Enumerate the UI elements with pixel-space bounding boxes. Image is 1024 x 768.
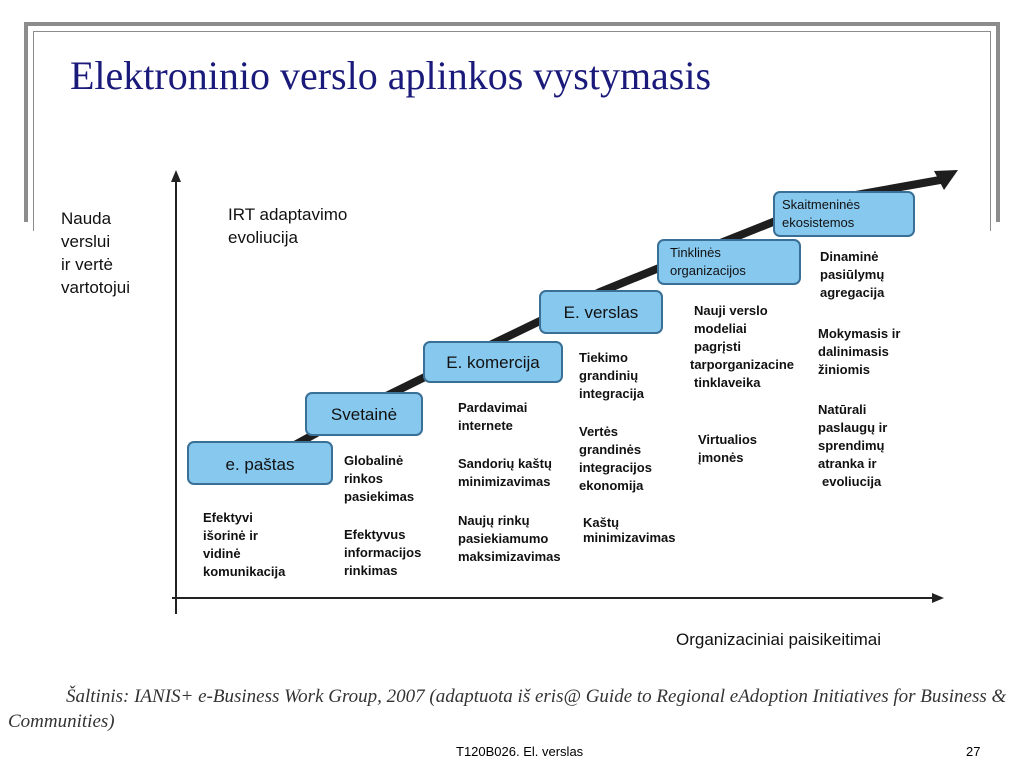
slide-title: Elektroninio verslo aplinkos vystymasis <box>70 53 712 98</box>
annotation-knowledge-sharing: Mokymasis ir dalinimasis žiniomis <box>818 326 901 377</box>
step-label: Tinklinės organizacijos <box>670 245 746 278</box>
step-label: Skaitmeninės ekosistemos <box>782 197 861 230</box>
annotation-natural-selection: Natūrali paslaugų ir sprendimų atranka ir evoliucija <box>818 402 888 489</box>
annotation-online-sales: Pardavimai internete <box>458 400 528 433</box>
step-ebusiness <box>540 291 662 333</box>
step-website <box>306 393 422 435</box>
y-axis-label <box>61 209 130 297</box>
annotation-cost-minimization: Kaštų minimizavimas <box>583 515 676 545</box>
footer-course-code: T120B026. El. verslas <box>456 744 584 759</box>
step-label: e. paštas <box>225 455 295 474</box>
annotation-global-reach: Globalinė rinkos pasiekimas <box>344 453 415 504</box>
annotation-transaction-costs: Sandorių kaštų minimizavimas <box>458 456 552 489</box>
annotation-new-business-models: Nauji verslo modeliai pagrįsti tarporganizacine tinklaveika <box>690 303 795 390</box>
annotation-email: Efektyvi išorinė ir vidinė komunikacija <box>203 510 286 579</box>
step-digital-ecosystems <box>774 192 914 236</box>
step-ecommerce <box>424 342 562 382</box>
diagram-figure <box>38 140 968 668</box>
annotation-value-chain: Vertės grandinės integracijos ekonomija <box>579 424 652 493</box>
y-axis-arrow <box>171 170 181 182</box>
y-axis-label-line: vartotojui <box>61 278 130 297</box>
annotation-virtual-companies: Virtualios įmonės <box>698 432 758 465</box>
x-axis-label: Organizaciniai paisikeitimai <box>676 630 882 649</box>
diagram-subtitle-line: evoliucija <box>228 228 298 247</box>
x-axis-arrow <box>932 593 944 603</box>
diagram-subtitle <box>228 205 352 247</box>
y-axis-label-line: verslui <box>61 232 111 251</box>
annotation-new-markets: Naujų rinkų pasiekiamumo maksimizavimas <box>458 513 561 564</box>
step-label: Svetainė <box>330 405 398 424</box>
diagram-subtitle-line: IRT adaptavimo <box>228 205 348 224</box>
annotation-info-gathering: Efektyvus informacijos rinkimas <box>344 527 422 578</box>
page-number: 27 <box>966 744 981 759</box>
step-label: E. verslas <box>563 303 639 322</box>
step-network-organizations <box>658 240 800 284</box>
step-label: E. komercija <box>446 353 540 372</box>
annotation-dynamic-aggregation: Dinaminė pasiūlymų agregacija <box>820 249 885 300</box>
source-citation: Šaltinis: IANIS+ e-Business Work Group, 2007 (adaptuota iš eris@ Guide to Regional eAdoption Initiatives for Business & Communities) <box>8 686 1007 732</box>
annotation-supply-chain: Tiekimo grandinių integracija <box>579 350 645 401</box>
y-axis-label-line: ir vertė <box>61 255 113 274</box>
y-axis-label-line: Nauda <box>61 209 112 228</box>
step-email <box>188 442 332 484</box>
diagram-svg <box>38 140 968 668</box>
